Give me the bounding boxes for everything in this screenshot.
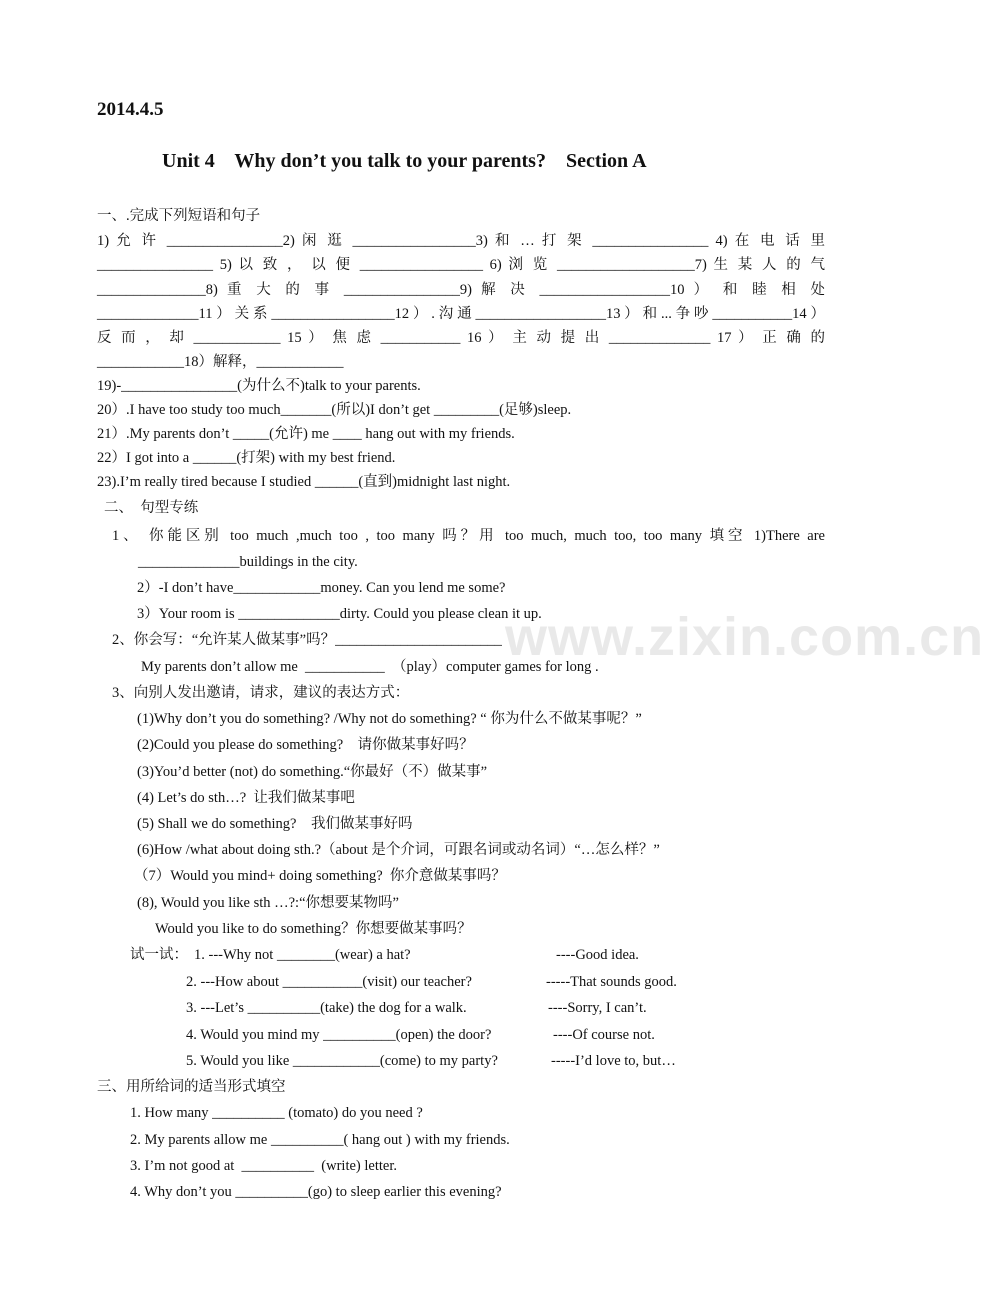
sentence-item: 20）.I have too study too much_______(所以)I don’t get _________(足够)sleep. [97,402,572,418]
section-2-2-line: 2、你会写：“允许某人做某事”吗？_______________________ [112,632,502,648]
expression-item: (6)How /what about doing sth.?（about 是个介词，可跟名词或动名词）“…怎么样？” [137,842,660,858]
section-2-3-line: 3、向别人发出邀请，请求，建议的表达方式： [112,685,410,701]
fill-item: 3. I’m not good at __________ (write) letter. [130,1158,397,1174]
section-2-1-line: 1、 你能区别 too much ,much too , too many 吗？用 too much, much too, too many 填空 1)There are [112,528,825,544]
try-answer: ----Of course not. [553,1027,655,1043]
fill-item: 1. How many __________ (tomato) do you need ? [130,1105,423,1121]
page-title: Unit 4 Why don’t you talk to your parents? Section A [162,150,647,172]
try-label: 试一试： [130,947,188,963]
vocab-line-2: ________________ 5) 以 致 ， 以 便 _________________ 6) 浏 览 ___________________7) 生 某 人 的 气 [97,257,825,273]
part3-heading: 三、用所给词的适当形式填空 [97,1079,286,1095]
watermark: www.zixin.com.cn [505,607,984,667]
try-question: 2. ---How about ___________(visit) our teacher? [186,974,472,990]
try-question: 4. Would you mind my __________(open) the door? [186,1027,492,1043]
sentence-item: 21）.My parents don’t _____(允许) me ____ hang out with my friends. [97,426,515,442]
try-question: 1. ---Why not ________(wear) a hat? [194,947,411,963]
vocab-line-6: ____________18）解释，____________ [97,354,344,370]
vocab-line-1: 1) 允 许 ________________2) 闲 逛 _________________3) 和 … 打 架 ________________ 4) 在 电 话 里 [97,233,825,249]
fill-item: 2. My parents allow me __________( hang out ) with my friends. [130,1132,510,1148]
section-2-2-cont: My parents don’t allow me ___________ （play）computer games for long . [141,659,599,675]
try-answer: -----That sounds good. [546,974,677,990]
fill-item: 4. Why don’t you __________(go) to sleep earlier this evening? [130,1184,502,1200]
expression-item: （7）Would you mind+ doing something? 你介意做某事吗？ [134,868,506,884]
expression-item: (5) Shall we do something? 我们做某事好吗 [137,816,413,832]
expression-item: (4) Let’s do sth…? 让我们做某事吧 [137,790,355,806]
try-question: 5. Would you like ____________(come) to my party? [186,1053,498,1069]
vocab-line-3: _______________8) 重 大 的 事 ________________9) 解 决 __________________10 ） 和 睦 相 处 [97,282,825,298]
expression-item: (2)Could you please do something? 请你做某事好吗？ [137,737,474,753]
part1-heading: 一、.完成下列短语和句子 [97,208,261,224]
expression-item: (8), Would you like sth …?:“你想要某物吗” [137,895,399,911]
sentence-item: 23).I’m really tired because I studied ______(直到)midnight last night. [97,474,511,490]
expression-item: (3)You’d better (not) do something.“你最好（不）做某事” [137,764,488,780]
sentence-item: 19)-________________(为什么不)talk to your parents. [97,378,421,394]
expression-item: Would you like to do something？你想要做某事吗？ [155,921,472,937]
document-date: 2014.4.5 [97,99,164,120]
section-2-1-q2: 2）-I don’t have____________money. Can you lend me some? [137,580,506,596]
vocab-line-5: 反 而 ， 却 ____________ 15 ） 焦 虑 ___________ 16 ） 主 动 提 出 ______________ 17 ） 正 确 的 [97,330,825,346]
section-2-1-q3: 3）Your room is ______________dirty. Could you please clean it up. [137,606,542,622]
try-answer: ----Sorry, I can’t. [548,1000,647,1016]
vocab-line-4: ______________11）关系_________________12）.沟通__________________13）和...争吵___________14） [97,306,825,322]
try-answer: ----Good idea. [556,947,639,963]
try-answer: -----I’d love to, but… [551,1053,676,1069]
section-2-1-cont: ______________buildings in the city. [138,554,358,570]
try-question: 3. ---Let’s __________(take) the dog for a walk. [186,1000,467,1016]
expression-item: (1)Why don’t you do something? /Why not do something? “ 你为什么不做某事呢？” [137,711,642,727]
sentence-item: 22）I got into a ______(打架) with my best friend. [97,450,396,466]
part2-heading: 二、 句型专练 [104,500,199,516]
